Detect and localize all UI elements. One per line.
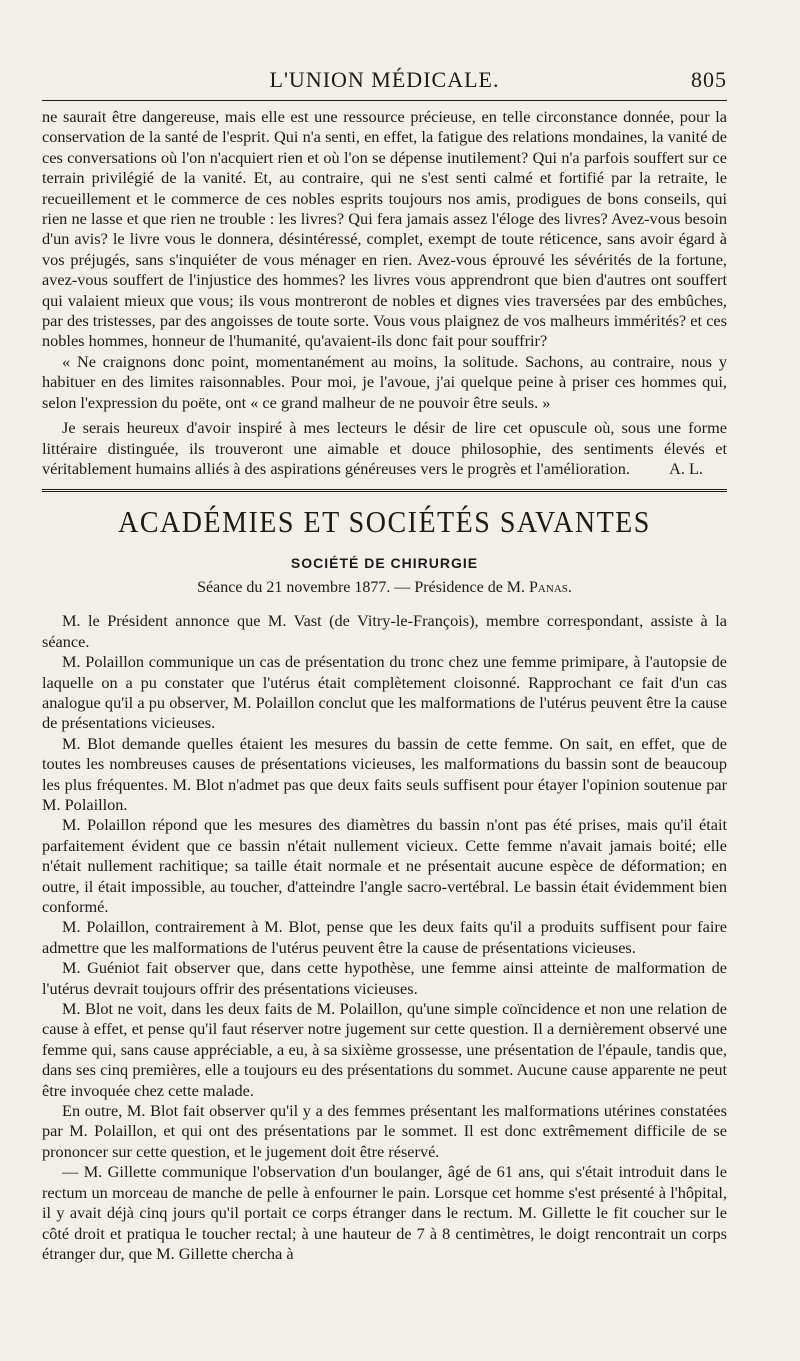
session-line — [42, 579, 727, 597]
running-head — [42, 62, 727, 98]
session-president: Panas — [529, 579, 568, 597]
header-rule — [42, 100, 727, 101]
article-paragraph: « Ne craignons donc point, momentanément au moins, la solitude. Sachons, au contraire, nous y habituer en des limites raisonnables. Pour moi, je l'avoue, j'ai quelque peine à priser ces hommes qui, selon l'expression du poëte, ont « ce grand malheur de ne pouvoir être seuls. » — [42, 351, 727, 412]
article-paragraph: ne saurait être dangereuse, mais elle est une ressource précieuse, en telle circonstance donnée, pour la conservation de la santé de l'esprit. Qui n'a senti, en effet, la fatigue des relations mondaines, la vanité de ces conversations où l'on n'acquiert rien et où l'on se dépense inutilement? Qui n'a parfois souffert sur ce terrain privilégié de la vanité. Et, au contraire, qui ne s'est senti calmé et fortifié par la retraite, le recueillement et le commerce de ces nobles esprits toujours nos amis, prodigues de bons conseils, qui rien ne lasse et que rien ne trouble : les livres? Qui fera jamais assez l'éloge des livres? Avez-vous besoin d'un avis? le livre vous le donnera, désintéressé, complet, exempt de toute réticence, sans avoir égard à vos préjugés, sans s'inquiéter de vous ménager en rien. Avez-vous éprouvé les sévérités de la fortune, avez-vous souffert de l'injustice des hommes? les livres vous apprendront que bien d'autres ont souffert qui valaient mieux que vous; ils vous montreront de nobles et dignes vies traversées par des embûches, par des tristesses, par des angoisses de toute sorte. Vous vous plaignez de vos malheurs immérités? et ces nobles hommes, honneur de l'humanité, qu'avaient-ils donc fait pour souffrir? — [42, 107, 727, 351]
running-title: L'UNION MÉDICALE. — [269, 67, 500, 92]
report-paragraph: — M. Gillette communique l'observation d'un boulanger, âgé de 61 ans, qui s'était introduit dans le rectum un morceau de manche de pelle à enfourner le pain. Lorsque cet homme s'est présenté à l'hôpital, il y avait déjà cinq jours qu'il portait ce corps étranger dans le rectum. M. Gillette le fit coucher sur le côté droit et pratiqua le toucher rectal; à une hauteur de 7 à 8 centimètres, le doigt rencontrait un corps étranger dur, que M. Gillette chercha à — [42, 1162, 727, 1263]
report-paragraph: M. Blot ne voit, dans les deux faits de M. Polaillon, qu'une simple coïncidence et non une relation de cause à effet, et pense qu'il faut réserver notre jugement sur cette question. Il a dernièrement observé une femme qui, sans cause appréciable, a eu, à sa sixième grossesse, une présentation de l'épaule, tandis que, dans ses cinq premières, elle a toujours eu des présentations du sommet. Aucune cause apparente ne peut être invoquée chez cette malade. — [42, 999, 727, 1100]
section-separator — [42, 489, 727, 493]
report-paragraph: M. Polaillon, contrairement à M. Blot, pense que les deux faits qu'il a produits suffisent pour faire admettre que les malformations de l'utérus peuvent être la cause de présentations vicieuses. — [42, 917, 727, 957]
page-number: 805 — [691, 67, 727, 92]
section-title: ACADÉMIES ET SOCIÉTÉS SAVANTES — [118, 505, 651, 540]
report-paragraph: M. Guéniot fait observer que, dans cette hypothèse, une femme ainsi atteinte de malformation de l'utérus devrait toujours offrir des présentations vicieuses. — [42, 958, 727, 998]
author-signature: A. L. — [669, 458, 703, 478]
session-report — [42, 611, 727, 1264]
session-suffix: . — [567, 579, 572, 597]
article-paragraph-last — [42, 418, 727, 479]
article-paragraph-text: Je serais heureux d'avoir inspiré à mes lecteurs le désir de lire cet opuscule où, sous une forme littéraire distinguée, ils trouveront une aimable et douce philosophie, des sentiments élevés et véritablement humains alliés à des aspirations généreuses vers le progrès et l'amélioration. — [42, 418, 727, 478]
report-paragraph: M. Polaillon communique un cas de présentation du tronc chez une femme primipare, à l'autopsie de laquelle on a pu constater que l'utérus était complètement cloisonné. Rapprochant ce fait d'un cas analogue qu'il a pu observer, M. Polaillon conclut que les malformations de l'utérus peuvent être la cause de présentations vicieuses. — [42, 652, 727, 733]
report-paragraph: M. le Président annonce que M. Vast (de Vitry-le-François), membre correspondant, assiste à la séance. — [42, 611, 727, 651]
session-prefix: Séance du 21 novembre 1877. — Présidence de M. — [197, 579, 526, 597]
report-paragraph: En outre, M. Blot fait observer qu'il y a des femmes présentant les malformations utérines constatées par M. Polaillon, et qui ont des présentations par le sommet. Il est donc extrêmement difficile de se prononcer sur cette question, et le jugement doit être réservé. — [42, 1101, 727, 1161]
report-paragraph: M. Polaillon répond que les mesures des diamètres du bassin n'ont pas été prises, mais qu'il était parfaitement évident que ce bassin n'était nullement vicieux. Cette femme n'avait jamais boité; elle n'était nullement rachitique; sa taille était normale et ne présentait aucune espèce de déformation; en outre, il était impossible, au toucher, d'atteindre l'angle sacro-vertébral. Le bassin était évidemment bien conformé. — [42, 815, 727, 916]
article-conclusion — [42, 107, 727, 479]
report-paragraph: M. Blot demande quelles étaient les mesures du bassin de cette femme. On sait, en effet, que de toutes les nombreuses causes de présentations vicieuses, les malformations du bassin sont de beaucoup les plus fréquentes. M. Blot n'admet pas que deux faits seuls suffisent pour étayer l'opinion soutenue par M. Polaillon. — [42, 733, 727, 814]
society-name: SOCIÉTÉ DE CHIRURGIE — [290, 555, 479, 572]
